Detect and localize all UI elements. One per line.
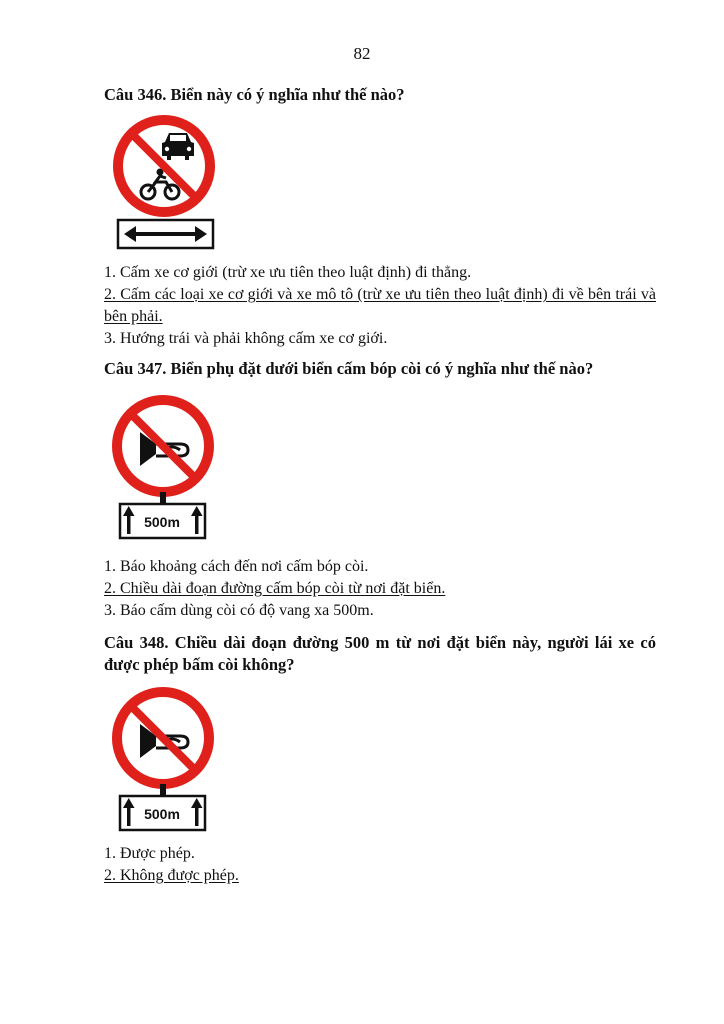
answer-348-2-correct: 2. Không được phép. bbox=[104, 867, 239, 884]
answer-348-1: 1. Được phép. bbox=[104, 845, 195, 862]
question-346-answers bbox=[104, 262, 656, 350]
answer-347-2-correct: 2. Chiều dài đoạn đường cấm bóp còi từ nơi đặt biển. bbox=[104, 580, 446, 597]
answer-346-2-correct: 2. Cấm các loại xe cơ giới và xe mô tô (trừ xe ưu tiên theo luật định) đi về bên trái và bên phải. bbox=[104, 286, 656, 325]
question-348-answers bbox=[104, 843, 656, 887]
no-motor-vehicles-sign bbox=[108, 112, 220, 252]
no-horn-sign bbox=[108, 684, 220, 836]
answer-346-3: 3. Hướng trái và phải không cấm xe cơ giới. bbox=[104, 330, 388, 347]
sign-plate-distance: 500m bbox=[144, 514, 180, 530]
sign-plate-distance: 500m bbox=[144, 806, 180, 822]
answer-347-1: 1. Báo khoảng cách đến nơi cấm bóp còi. bbox=[104, 558, 369, 575]
question-346-title: Câu 346. Biển này có ý nghĩa như thế nào? bbox=[104, 85, 405, 104]
page-number: 82 bbox=[353, 44, 371, 63]
question-347-answers bbox=[104, 556, 656, 622]
answer-347-3: 3. Báo cấm dùng còi có độ vang xa 500m. bbox=[104, 602, 374, 619]
answer-346-1: 1. Cấm xe cơ giới (trừ xe ưu tiên theo luật định) đi thẳng. bbox=[104, 264, 472, 281]
no-horn-sign bbox=[108, 392, 220, 544]
question-348-title: Câu 348. Chiều dài đoạn đường 500 m từ nơi đặt biển này, người lái xe có được phép bấm còi không? bbox=[104, 633, 656, 674]
question-347-title: Câu 347. Biển phụ đặt dưới biển cấm bóp còi có ý nghĩa như thế nào? bbox=[104, 359, 594, 378]
